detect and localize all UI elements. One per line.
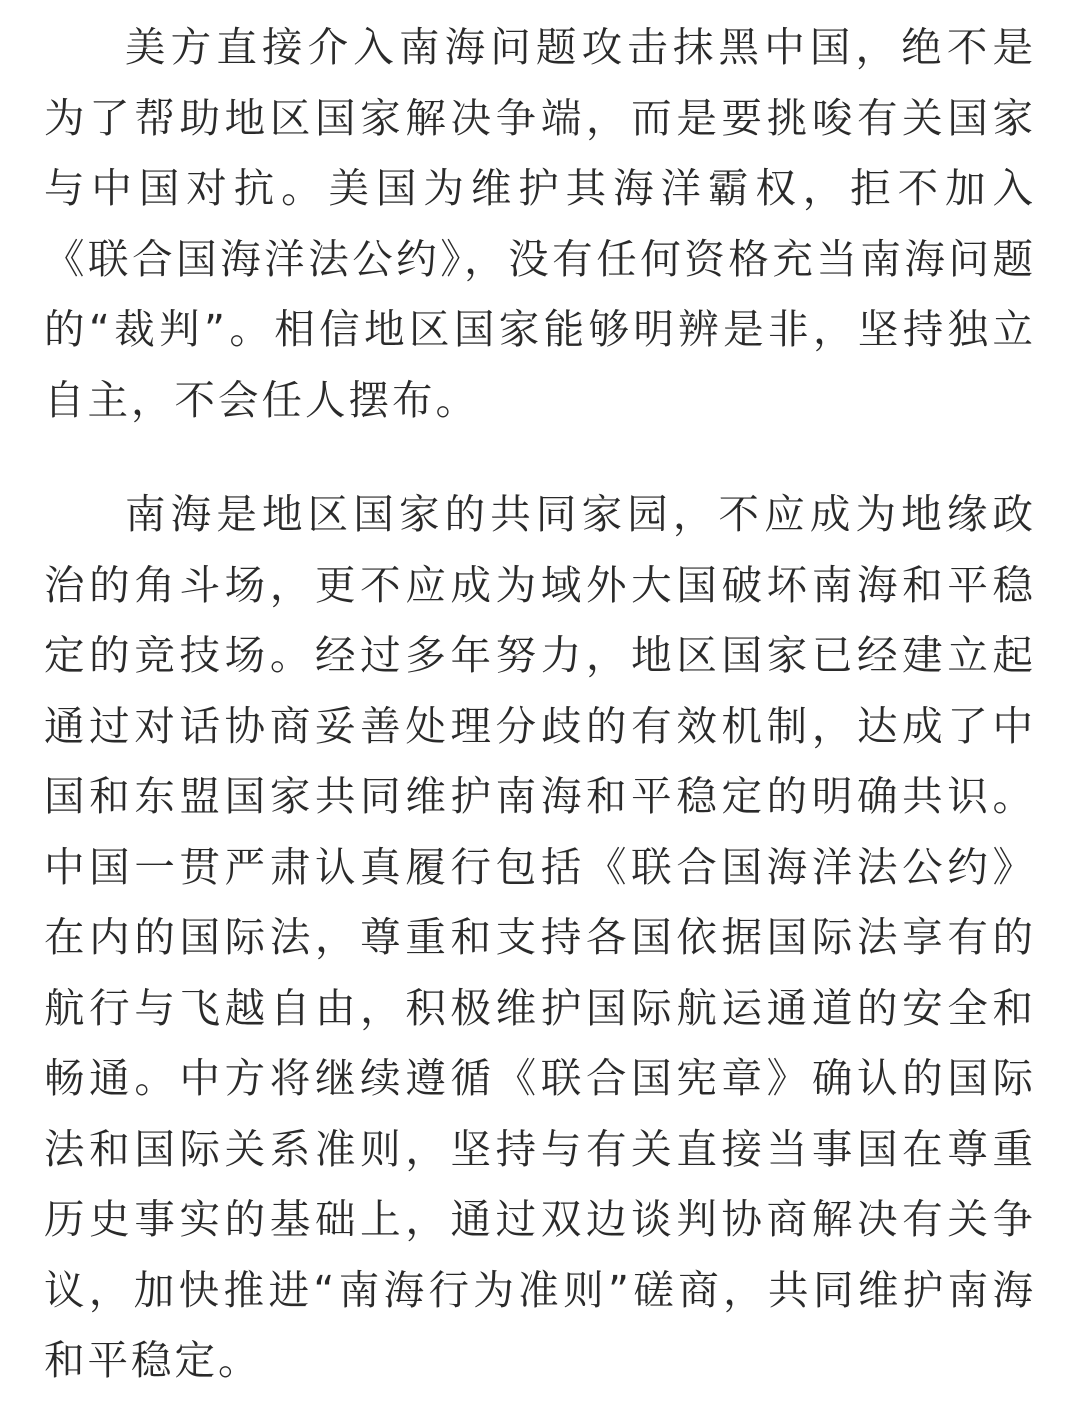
paragraph-us-intervention: 美方直接介入南海问题攻击抹黑中国，绝不是为了帮助地区国家解决争端，而是要挑唆有关国家与中国对抗。美国为维护其海洋霸权，拒不加入《联合国海洋法公约》，没有任何资格充当南海问题的“裁判”。相信地区国家能够明辨是非，坚持独立自主，不会任人摆布。	[44, 23, 1036, 424]
paragraph-south-china-sea-home: 南海是地区国家的共同家园，不应成为地缘政治的角斗场，更不应成为域外大国破坏南海和平稳定的竞技场。经过多年努力，地区国家已经建立起通过对话协商妥善处理分歧的有效机制，达成了中国和东盟国家共同维护南海和平稳定的明确共识。中国一贯严肃认真履行包括《联合国海洋法公约》在内的国际法，尊重和支持各国依据国际法享有的航行与飞越自由，积极维护国际航运通道的安全和畅通。中方将继续遵循《联合国宪章》确认的国际法和国际关系准则，坚持与有关直接当事国在尊重历史事实的基础上，通过双边谈判协商解决有关争议，加快推进“南海行为准则”磋商，共同维护南海和平稳定。	[44, 490, 1036, 1384]
article-body	[44, 12, 1036, 1396]
